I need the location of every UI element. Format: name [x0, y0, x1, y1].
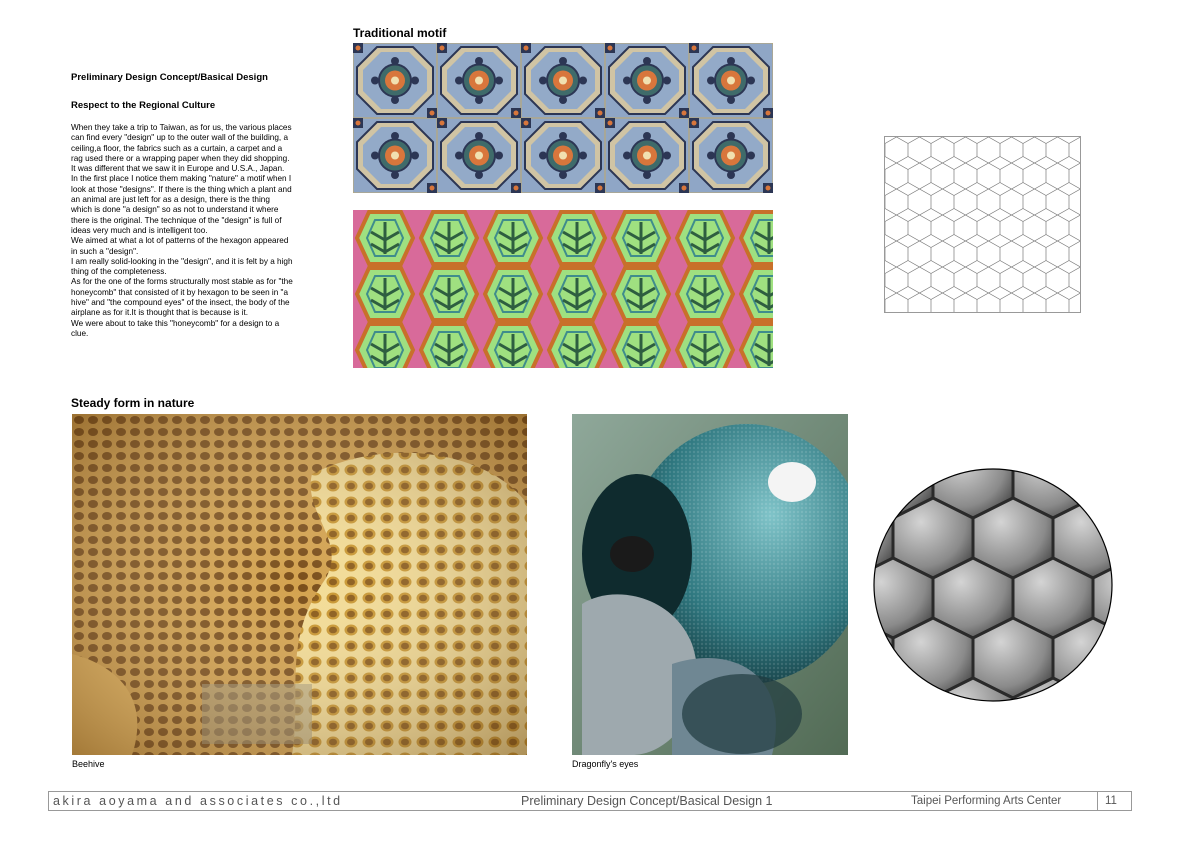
compound-eye-micrograph [873, 468, 1113, 702]
caption-dragonfly: Dragonfly's eyes [572, 759, 639, 769]
heading-main: Preliminary Design Concept/Basical Design [71, 72, 268, 83]
paragraph: We were about to take this "honeycomb" for a design to a clue. [71, 318, 280, 338]
dragonfly-image [572, 414, 848, 755]
paragraph: In the first place I notice them making "nature" a motif when I look at those "designs". If there is the thing which a plant and an animal are just left for as a design, there is the thing which is done "a design" so as not to understand it where there is the original. The technique of the "design" is full of ideas very much and is intelligent too. [71, 174, 292, 235]
paragraph: When they take a trip to Taiwan, as for us, the various places can find every "design" up to the outer wall of the building, a ceiling,a floor, the fabrics such as a curtain, a carpet and a rag used there or a wrapping paper when they did shopping. It was different that we saw it in Europe and U.S.A., Japan. [71, 123, 292, 174]
hexagon-motif-image [353, 210, 773, 368]
footer-divider [1097, 792, 1098, 810]
hexagon-grid-drawing [884, 136, 1081, 313]
section-title-traditional: Traditional motif [353, 26, 447, 40]
paragraph: I am really solid-looking in the "design", and it is felt by a high thing of the completeness. [71, 256, 293, 277]
traditional-tile-image [353, 43, 773, 193]
page-number: 11 [1105, 795, 1117, 807]
footer-document-title: Preliminary Design Concept/Basical Design 1 [521, 794, 773, 808]
paragraph: As for the one of the forms structurally most stable as for "the honeycomb" that consisted of it by hexagon to be seen in "a hive" and "the compound eyes" of the insect, the body of the airplane as for it.It is thought that is because is it. [71, 277, 293, 318]
caption-beehive: Beehive [72, 759, 105, 769]
beehive-image [72, 414, 527, 755]
body-text [71, 123, 293, 339]
footer-company: akira aoyama and associates co.,ltd [53, 794, 343, 808]
footer-project: Taipei Performing Arts Center [911, 795, 1062, 807]
section-title-steady: Steady form in nature [71, 396, 195, 410]
heading-sub: Respect to the Regional Culture [71, 100, 216, 111]
paragraph: We aimed at what a lot of patterns of the hexagon appeared in such a "design". [71, 236, 289, 256]
footer-bar [48, 791, 1132, 811]
